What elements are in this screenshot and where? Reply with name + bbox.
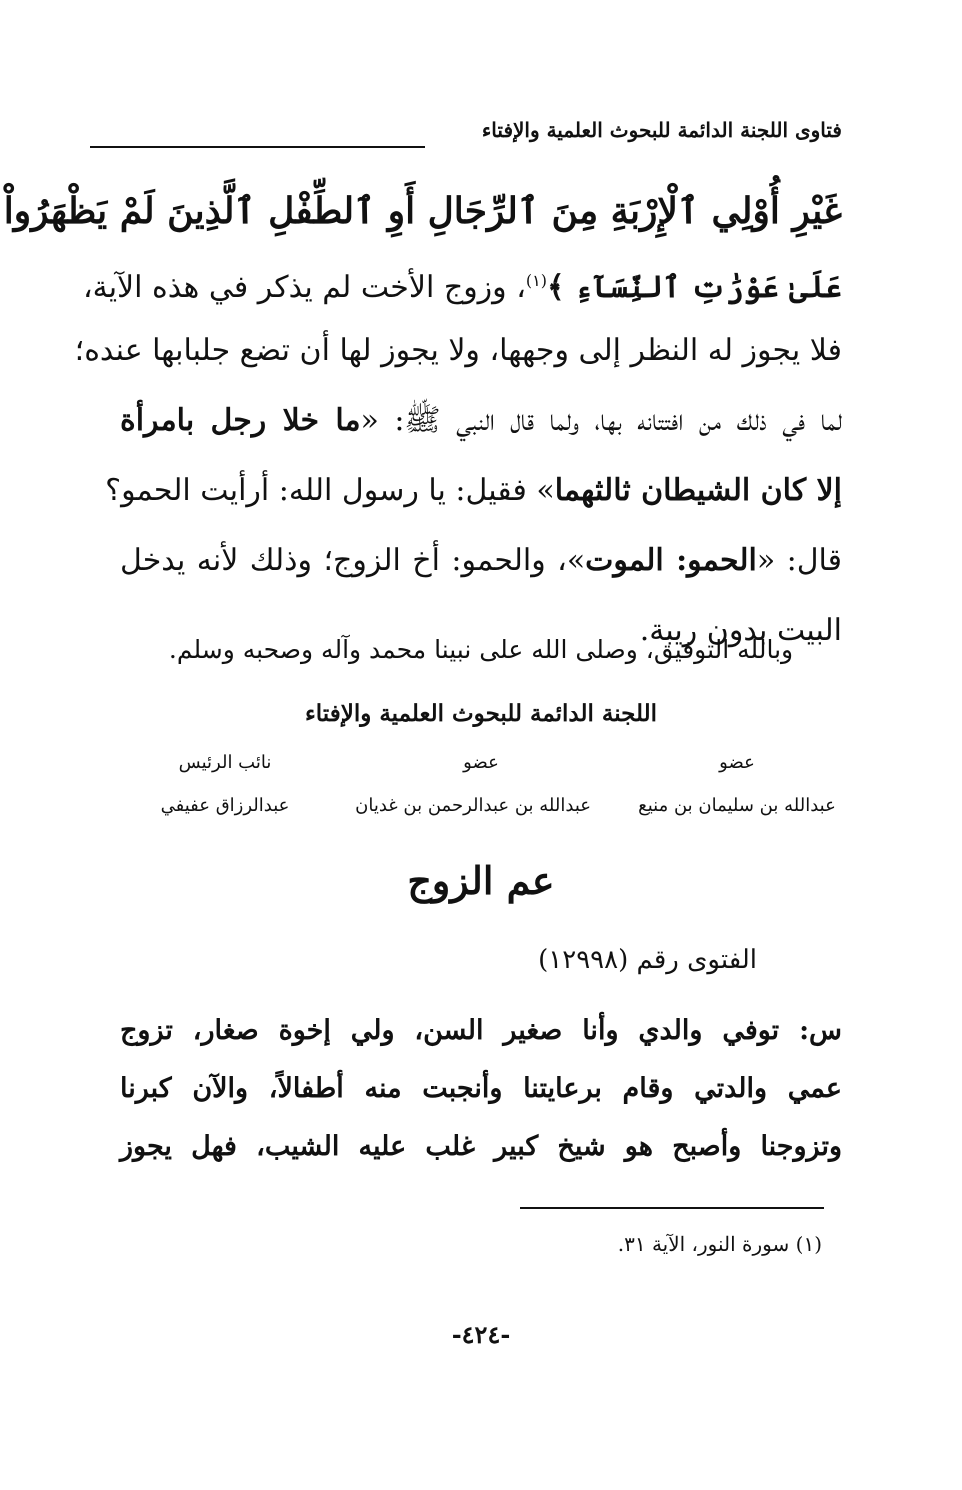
header-rule: [90, 146, 425, 148]
question-line: عمي والدتي وقام برعايتنا وأنجبت منه أطفالاً، والآن كبرنا: [120, 1073, 842, 1104]
body-line: [82, 246, 842, 316]
signatory-name: عبدالله بن سليمان بن منيع: [638, 795, 836, 816]
fatwa-number: الفتوى رقم (١٢٩٩٨): [538, 945, 757, 975]
footnote-rule: [520, 1207, 824, 1209]
running-header: فتاوى اللجنة الدائمة للبحوث العلمية والإفتاء: [481, 118, 842, 142]
signatory-name: عبدالرزاق عفيفي: [160, 795, 290, 816]
signatory-role: عضو: [719, 752, 755, 773]
footnote: (١) سورة النور، الآية ٣١.: [617, 1232, 822, 1256]
question-text: [120, 1002, 842, 1176]
footnote-marker: (١): [525, 271, 547, 290]
signatory-role: عضو: [463, 752, 499, 773]
signatory-names: [115, 795, 847, 816]
quran-verse-line: غَيْرِ أُوْلِي ٱلْإِرْبَةِ مِنَ ٱلرِّجَالِ أَوِ ٱلطِّفْلِ ٱلَّذِينَ لَمْ يَظْهَرُواْ: [3, 190, 842, 232]
fatwa-body-text: [3, 176, 842, 666]
body-text: لما في ذلك من افتتانه بها، ولما قال النبي ﷺ: «: [360, 403, 842, 438]
hadith-text: ما خلا رجل بامرأة: [120, 403, 361, 438]
question-line: وتزوجنا وأصبح هو شيخ كبير غلب عليه الشيب، فهل يجوز: [120, 1131, 842, 1162]
body-text: ، وزوج الأخت لم يذكر في هذه الآية،: [82, 270, 526, 305]
body-text: »، والحمو: أخ الزوج؛ وذلك لأنه يدخل: [120, 543, 586, 578]
section-title: عم الزوج: [407, 858, 555, 903]
body-line: [120, 386, 842, 456]
signatory-role: نائب الرئيس: [178, 752, 272, 773]
closing-formula: وبالله التوفيق، وصلى الله على نبينا محمد وآله وصحبه وسلم.: [168, 635, 794, 664]
signatory-roles: [115, 752, 847, 773]
question-line: س: توفي والدي وأنا صغير السن، ولي إخوة صغار، تزوج: [120, 1015, 842, 1046]
page-number: -٤٢٤-: [451, 1320, 511, 1349]
hadith-text: إلا كان الشيطان ثالثهما: [554, 473, 842, 508]
committee-name: اللجنة الدائمة للبحوث العلمية والإفتاء: [304, 700, 658, 727]
body-line: [120, 526, 842, 596]
body-text: قال: «: [756, 543, 842, 578]
signatory-name: عبدالله بن عبدالرحمن بن غديان: [355, 795, 591, 816]
body-text: » فقيل: يا رسول الله: أرأيت الحمو؟: [105, 473, 555, 508]
hadith-text: الحمو: الموت: [585, 543, 757, 578]
body-line: البيت بدون ريبة.: [639, 613, 842, 648]
body-line: [105, 456, 842, 526]
body-line: فلا يجوز له النظر إلى وجهها، ولا يجوز لها أن تضع جلبابها عنده؛: [74, 333, 842, 368]
quran-verse-end: عَلَىٰ عَوْرَٰتِ ٱلنِّسَآءِ ﴾: [546, 270, 842, 305]
